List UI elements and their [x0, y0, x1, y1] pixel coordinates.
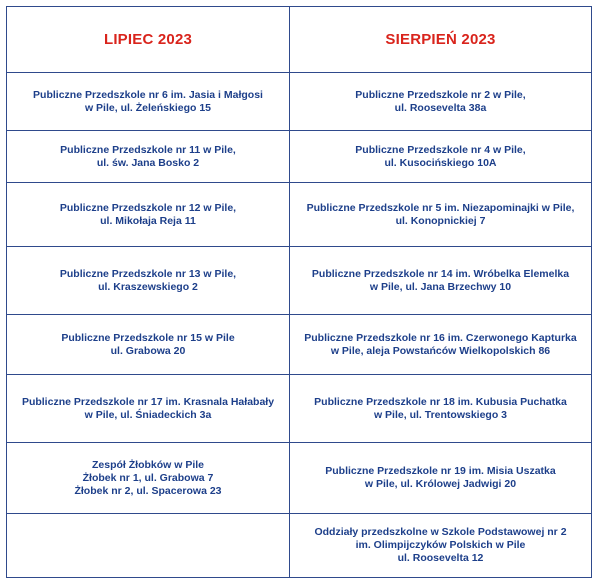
entry-line: im. Olimpijczyków Polskich w Pile — [355, 539, 526, 551]
entry-line: Publiczne Przedszkole nr 2 w Pile, — [355, 88, 526, 101]
july-entry-4 — [7, 247, 290, 315]
entry-line: Publiczne Przedszkole nr 16 im. Czerwonego Kapturka — [304, 331, 577, 344]
entry-line: Publiczne Przedszkole nr 19 im. Misia Uszatka — [325, 465, 556, 477]
august-entry-5 — [290, 315, 591, 375]
entry-line: w Pile, ul. Żeleńskiego 15 — [84, 101, 212, 114]
entry-line: Publiczne Przedszkole nr 12 w Pile, — [59, 201, 237, 214]
july-entry-7 — [7, 443, 290, 514]
entry-line: Publiczne Przedszkole nr 5 im. Niezapominajki w Pile, — [306, 201, 575, 214]
entry-line: Publiczne Przedszkole nr 4 w Pile, — [355, 143, 526, 156]
august-entry-3 — [290, 183, 591, 247]
july-entry-5 — [7, 315, 290, 375]
entry-line: ul. Konopnickiej 7 — [395, 214, 486, 227]
entry-line: Publiczne Przedszkole nr 13 w Pile, — [59, 267, 237, 280]
entry-line: ul. Mikołaja Reja 11 — [100, 214, 196, 227]
entry-line: w Pile, ul. Śniadeckich 3a — [84, 408, 212, 421]
july-entry-3 — [7, 183, 290, 247]
entry-line: w Pile, ul. Trentowskiego 3 — [373, 408, 508, 421]
august-entry-1 — [290, 73, 591, 131]
august-entry-2 — [290, 131, 591, 183]
entry-line: Publiczne Przedszkole nr 17 im. Krasnala Hałabały — [21, 395, 275, 408]
entry-line: ul. Kraszewskiego 2 — [98, 280, 198, 293]
entry-line: ul. Roosevelta 38a — [394, 101, 487, 114]
july-entry-6 — [7, 375, 290, 443]
header-july: LIPIEC 2023 — [7, 7, 290, 73]
july-entry-2 — [7, 131, 290, 183]
entry-line: w Pile, ul. Jana Brzechwy 10 — [369, 280, 512, 293]
entry-line: Publiczne Przedszkole nr 6 im. Jasia i Małgosi — [33, 88, 263, 101]
entry-line: ul. św. Jana Bosko 2 — [96, 156, 200, 169]
entry-line: ul. Grabowa 20 — [110, 344, 186, 357]
entry-line: Publiczne Przedszkole nr 14 im. Wróbelka Elemelka — [311, 267, 570, 280]
entry-line: Publiczne Przedszkole nr 18 im. Kubusia Puchatka — [314, 395, 567, 408]
entry-line: Zespół Żłobków w Pile — [91, 458, 204, 471]
august-entry-6 — [290, 375, 591, 443]
july-entry-empty — [7, 514, 290, 577]
august-entry-7 — [290, 443, 591, 514]
header-august: SIERPIEŃ 2023 — [290, 7, 591, 73]
schedule-table — [6, 6, 592, 578]
entry-line: w Pile, ul. Królowej Jadwigi 20 — [364, 478, 517, 490]
july-entry-1 — [7, 73, 290, 131]
entry-line: Publiczne Przedszkole nr 15 w Pile — [61, 331, 235, 344]
entry-line: Publiczne Przedszkole nr 11 w Pile, — [60, 143, 236, 156]
entry-line: Oddziały przedszkolne w Szkole Podstawowej nr 2 — [314, 526, 567, 538]
august-entry-8 — [290, 514, 591, 577]
entry-line: Żłobek nr 1, ul. Grabowa 7 — [82, 471, 214, 484]
entry-line: w Pile, aleja Powstańców Wielkopolskich 86 — [330, 344, 551, 357]
entry-line: Żłobek nr 2, ul. Spacerowa 23 — [74, 484, 222, 497]
august-entry-4 — [290, 247, 591, 315]
entry-line: ul. Roosevelta 12 — [397, 552, 484, 564]
entry-line: ul. Kusocińskiego 10A — [384, 156, 497, 169]
